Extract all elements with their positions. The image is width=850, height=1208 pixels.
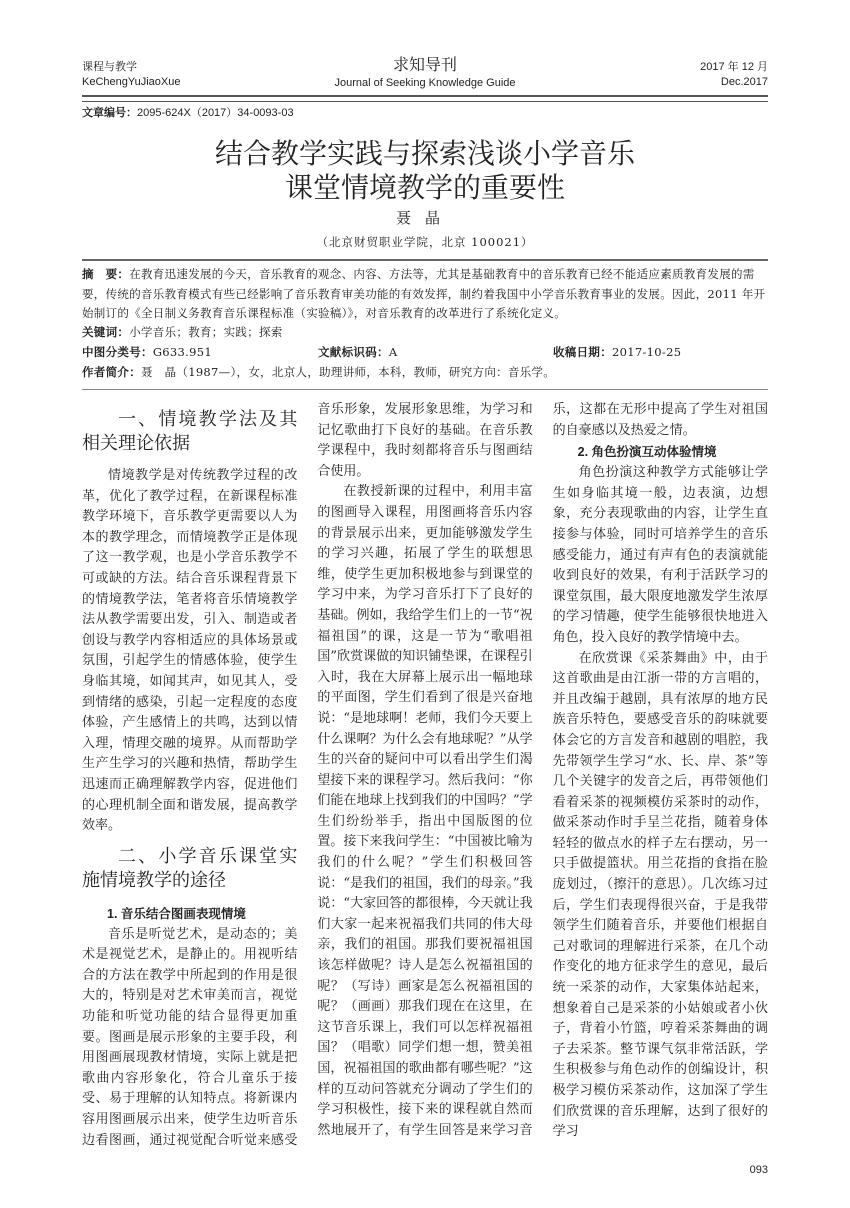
article-title xyxy=(82,137,768,205)
keywords xyxy=(82,323,768,343)
title-line-2: 课堂情境教学的重要性 xyxy=(284,171,565,204)
running-header xyxy=(82,56,768,92)
article-number-label: 文章编号： xyxy=(82,107,137,119)
page-number: 093 xyxy=(749,1164,768,1177)
issue-date-en: Dec.2017 xyxy=(720,76,768,88)
paragraph: 情境教学是对传统教学过程的改革，优化了教学过程，在新课程标准教学环境下，音乐教学更需要以人为本的教学理念，而情境教学正是体现了这一教学观，也是小学音乐教学不可或缺的方法。结合音乐课程背景下的情境教学法，笔者将音乐情境教学法从教学需要出发，引入、制造或者创设与教学内容相适应的具体场景或氛围，引起学生的情感体验，使学生身临其境，如闻其声，如见其人，受到情绪的感染，引起一定程度的态度体验，产生感情上的共鸣，达到以情入理，情理交融的境界。从而帮助学生产生学习的兴趣和热情，帮助学生迅速而正确理解教学内容，促进他们的心理机制全面和谐发展，提高教学效率。 xyxy=(82,468,298,834)
article-number xyxy=(82,106,768,121)
clc xyxy=(82,343,318,363)
section-name-en: KeChengYuJiaoXue xyxy=(82,76,181,88)
bio-label: 作者简介： xyxy=(82,367,141,379)
header-center xyxy=(242,56,608,90)
subsection-heading-1: 1. 音乐结合图画表现情境 xyxy=(107,906,246,921)
author-name: 聂晶 xyxy=(395,209,454,227)
received-value: 2017-10-25 xyxy=(612,345,682,359)
journal-name-en: Journal of Seeking Knowledge Guide xyxy=(334,77,516,89)
page xyxy=(82,0,768,1208)
doc-code-value: A xyxy=(388,345,398,359)
section-name-cn: 课程与教学 xyxy=(82,61,137,73)
author-bio xyxy=(82,363,768,383)
paragraph: 音乐是听觉艺术，是动态的；美术是视觉艺术，是静止的。用视听结合的方法在教学中所起到的作用是很大的，特别是对艺术审美而言，视觉功能和听觉功能的结合显得更加重要。图画是展示形象的主要手段，利用图画展现教材情境，实际上就是把歌曲内容形象化，符合儿童乐于接受、易于理解的认知特点。将新课内容用图画展示出来，使学生边听音乐边看图画，通过视觉配合听觉来感受音乐形象，发展形象思维，为学习和记忆歌曲打下良好的基础。在音乐教学课程中，我时刻都将音乐与图画结合使用。 xyxy=(82,402,533,1148)
section-heading-1: 一、情境教学法及其相关理论依据 xyxy=(82,409,298,454)
author-affiliation: （北京财贸职业学院，北京 100021） xyxy=(316,235,534,249)
bio-value: 聂 晶（1987—），女，北京人，助理讲师，本科，教师，研究方向：音乐学。 xyxy=(141,365,556,379)
title-line-1: 结合教学实践与探索浅谈小学音乐 xyxy=(214,137,635,170)
paragraph: 角色扮演这种教学方式能够让学生如身临其境一般，边表演，边想象，充分表现歌曲的内容，让学生直接参与体验，同时可培养学生的音乐感受能力，通过有声有色的表演就能收到良好的效果，有利于活跃学习的课堂氛围，最大限度地激发学生浓厚的学习情趣，使学生能够很快地进入角色，投入良好的教学情境中去。 xyxy=(552,465,768,645)
abstract-top-rule xyxy=(82,259,768,261)
journal-name-cn: 求知导刊 xyxy=(392,57,457,74)
abstract-text: 在教育迅速发展的今天，音乐教育的观念、内容、方法等，尤其是基础教育中的音乐教育已经不能适应素质教育发展的需要，传统的音乐教育模式有些已经影响了音乐教育审美功能的有效发挥，制约着我国中小学音乐教育事业的发展。因此，2011 年开始制订的《全日制义务教育音乐课程标准（实验稿）》，对音乐教育的改革进行了系统化定义。 xyxy=(82,267,766,320)
article-body xyxy=(82,400,768,1151)
article-number-value: 2095-624X（2017）34-0093-03 xyxy=(137,107,294,119)
doc-code-label: 文献标识码： xyxy=(318,347,389,359)
abstract-bottom-rule xyxy=(82,389,768,390)
issue-date-cn: 2017 年 12 月 xyxy=(700,61,768,73)
received-date xyxy=(553,343,681,363)
header-left xyxy=(82,56,242,90)
clc-label: 中图分类号： xyxy=(82,347,153,359)
classification-row xyxy=(82,343,768,363)
abstract-label: 摘 要： xyxy=(82,269,130,281)
keywords-label: 关键词： xyxy=(82,327,130,339)
abstract-block xyxy=(82,265,768,383)
header-right xyxy=(608,56,768,90)
abstract xyxy=(82,265,768,323)
header-divider xyxy=(82,95,768,102)
subsection-heading-2: 2. 角色扮演互动体验情境 xyxy=(577,445,717,460)
section-heading-2: 二、小学音乐课堂实施情境教学的途径 xyxy=(82,845,298,891)
paragraph: 在欣赏课《采茶舞曲》中，由于这首歌曲是由江浙一带的方言唱的，并且改编于越剧，具有浓厚的地方民族音乐特色，要感受音乐的韵味就要体会它的方言发音和越剧的唱腔，我先带领学生学习“水、长、岸、茶”等几个关键字的发音之后，再带领他们看着采茶的视频模仿采茶时的动作，做采茶动作时手呈兰花指，随着身体轻轻的做点水的样子左右摆动，另一只手做提篮状。用兰花指的食指在脸庞划过，（擦汗的意思）。几次练习过后，学生们表现得很兴奋，于是我带领学生们随着音乐，并要他们根据自己对歌词的理解进行采茶，在几个动作变化的地方征求学生的意见，最后统一采茶的动作，大家集体站起来，想象着自己是采茶的小姑娘或者小伙子，背着小竹篮，哼着采茶舞曲的调子去采茶。整节课气氛非常活跃，学生积极参与角色动作的创编设计，积极学习模仿采茶动作，这加深了学生们欣赏课的音乐理解，达到了很好的学习 xyxy=(552,650,768,1140)
paragraph: 在教授新课的过程中，利用丰富的图画导入课程，用图画将音乐内容的背景展示出来，更加能够激发学生的学习兴趣，拓展了学生的联想思维，使学生更加积极地参与到课堂的学习中来，为学习音乐打下了良好的基础。例如，我给学生们上的一节“祝福祖国”的课，这是一节为“歌唱祖国”欣赏课做的知识铺垫课，在课程引入时，我在大屏幕上展示出一幅地球的平面图，学生们看到了很是兴奋地说：“是地球啊！老师，我们今天要上什么课啊？为什么会有地球呢？”从学生的兴奋的疑问中可以看出学生们渴望接下来的课程学习。然后我问：“你们能在地球上找到我们的中国吗？”学生们纷纷举手，指出中国版图的位置。接下来我问学生：“中国被比喻为我们的什么呢？”学生们积极回答说：“是我们的祖国，我们的母亲。”我说：“大家回答的都很棒，今天就让我们大家一起来祝福我们共同的伟大母亲，我们的祖国。那我们要祝福祖国该怎样做呢？诗人是怎么祝福祖国的呢？（写诗）画家是怎么祝福祖国的呢？（画画）那我们现在在这里，在这节音乐课上，我们可以怎样祝福祖国？（唱歌）同学们想一想，赞美祖国，祝福祖国的歌曲都有哪些呢？”这样的互动问答就充分调动了学生们的学习积极性，接下来的课程就自然而然地展开了，有学生回答是来学习音乐，这都在无形中提高了学生对祖国的自豪感以及热爱之情。 xyxy=(317,402,768,1138)
received-label: 收稿日期： xyxy=(553,347,612,359)
clc-value: G633.951 xyxy=(152,345,212,359)
doc-code xyxy=(318,343,553,363)
keywords-value: 小学音乐；教育；实践；探索 xyxy=(129,325,283,339)
